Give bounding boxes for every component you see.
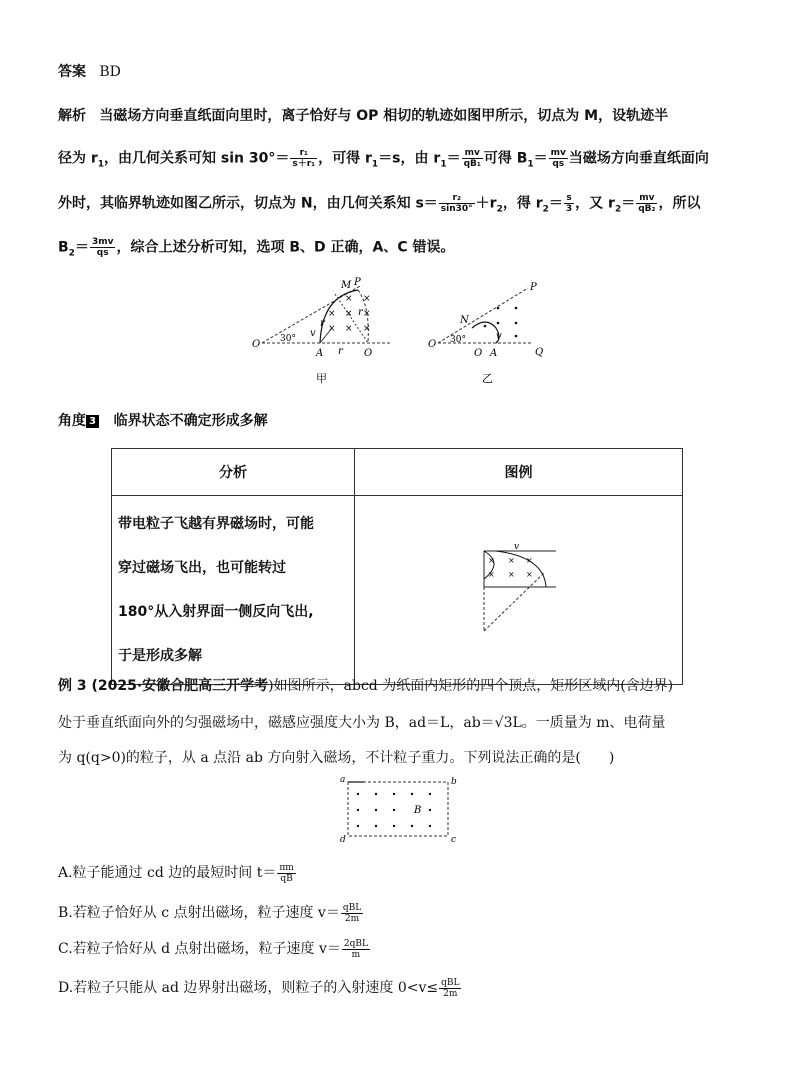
analysis-text-1: 当磁场方向垂直纸面向里时，离子恰好与 OP 相切的轨迹如图甲所示，切点为 M，设轨迹半 <box>99 108 669 124</box>
text-seg: ，得 r <box>502 195 543 212</box>
section-heading <box>58 411 268 431</box>
svg-text:×: × <box>507 556 515 565</box>
label-A2: A <box>490 348 498 359</box>
text-seg: ，所以 <box>658 195 701 212</box>
sub: 2 <box>614 204 622 215</box>
cell-line: 穿过磁场飞出，也可能转过 <box>118 560 286 576</box>
label-v: v <box>310 328 316 339</box>
table-header-figure: 图例 <box>355 449 683 496</box>
sub: 2 <box>496 204 503 215</box>
label-r1: r <box>338 346 343 357</box>
text-seg: ，可得 r <box>318 150 372 167</box>
label-A: A <box>316 348 324 359</box>
text-seg: 可得 B <box>483 150 528 167</box>
sub: 1 <box>371 159 379 170</box>
sub: 1 <box>440 159 447 170</box>
svg-text:×: × <box>345 294 353 304</box>
table-row <box>112 496 683 685</box>
text-seg: ＝ <box>548 195 563 212</box>
label-P2: P <box>530 282 537 293</box>
svg-text:×: × <box>345 309 353 319</box>
cell-line: 带电粒子飞越有界磁场时，可能 <box>118 516 314 532</box>
text-seg: ＝ <box>533 150 548 167</box>
label-angle: 30° <box>280 334 296 344</box>
sub: 2 <box>542 204 549 215</box>
text-seg: ，由几何关系可知 sin 30°＝ <box>104 150 290 167</box>
svg-text:×: × <box>525 556 533 565</box>
table-header-analysis: 分析 <box>112 449 355 496</box>
fraction: $\frac{\text{r₁}}{\text{s＋r₁}}$ <box>292 148 316 169</box>
svg-text:×: × <box>507 570 515 579</box>
label-v3: v <box>513 543 519 552</box>
option-C[interactable] <box>58 938 371 960</box>
example-prefix: 例 3 (2025· <box>58 678 143 694</box>
label-v2: v <box>496 331 502 342</box>
section-title: 临界状态不确定形成多解 <box>113 413 268 429</box>
label-O: O <box>252 339 261 350</box>
fraction: $\frac{\text{qBL}}{2m}$ <box>342 902 362 924</box>
label-d: d <box>340 835 346 845</box>
text-seg: ＝ <box>74 239 89 256</box>
option-A[interactable] <box>58 862 297 884</box>
svg-text:×: × <box>328 324 336 334</box>
sub: 2 <box>68 248 75 259</box>
svg-text:×: × <box>487 556 495 565</box>
figure-yi <box>428 282 543 359</box>
example-line-3: 为 q(q>0)的粒子，从 a 点沿 ab 方向射入磁场，不计粒子重力。下列说法正确的是( ) <box>58 750 615 766</box>
example-source: 安徽合肥高三开学考 <box>142 678 269 694</box>
sub: 1 <box>97 159 105 170</box>
text-seg: ＝s，由 r <box>378 150 441 167</box>
svg-text:×: × <box>525 570 533 579</box>
analysis-table <box>111 448 683 685</box>
label-B: B <box>414 805 422 816</box>
label-P: P <box>354 277 361 288</box>
label-r1b: r <box>358 307 363 318</box>
section-badge: 3 <box>86 415 99 428</box>
label-b: b <box>451 777 457 787</box>
option-B[interactable] <box>58 902 364 924</box>
rectangle-figure <box>338 772 458 848</box>
analysis-line-3 <box>58 193 700 219</box>
analysis-line-1 <box>58 106 668 126</box>
example-text: )如图所示，abcd 为纸面内矩形的四个顶点，矩形区域内(含边界) <box>268 678 674 694</box>
answer-value: BD <box>99 64 121 80</box>
text-seg: ＋r <box>475 195 497 212</box>
sub: 1 <box>527 159 534 170</box>
svg-text:×: × <box>363 324 371 334</box>
option-B-text: B.若粒子恰好从 c 点射出磁场，粒子速度 v＝ <box>58 905 340 921</box>
label-Q: Q <box>535 347 544 358</box>
label-r: r <box>320 318 325 329</box>
analysis-line-4 <box>58 237 454 263</box>
fraction: $\frac{s}{3}$ <box>565 193 573 214</box>
boundary-field-figure <box>474 543 564 633</box>
table-cell-figure <box>355 496 683 685</box>
fraction: $\frac{mv}{\text{qB₂}}$ <box>638 193 656 214</box>
answer-label: 答案 <box>58 64 86 80</box>
option-D-text: D.若粒子只能从 ad 边界射出磁场，则粒子的入射速度 0<v≤ <box>58 980 439 996</box>
label-N: N <box>460 315 469 326</box>
option-C-text: C.若粒子恰好从 d 点射出磁场，粒子速度 v＝ <box>58 941 341 957</box>
fraction: $\frac{\text{2qBL}}{m}$ <box>343 938 368 960</box>
svg-text:×: × <box>487 570 495 579</box>
label-O2b: O <box>474 348 483 359</box>
cell-line: 于是形成多解 <box>118 648 202 664</box>
analysis-label: 解析 <box>58 108 86 124</box>
caption-jia: 甲 <box>316 372 327 385</box>
fraction: $\frac{\text{r₂}}{\sin 30^\circ}$ <box>440 193 473 214</box>
svg-text:×: × <box>363 309 371 319</box>
text-seg: ＝ <box>446 150 461 167</box>
text-seg: 当磁场方向垂直纸面向 <box>568 150 709 167</box>
table-header-row <box>112 449 683 496</box>
label-angle2: 30° <box>450 335 466 345</box>
fraction: $\frac{mv}{\text{qB₁}}$ <box>463 148 481 169</box>
example-line-1 <box>58 676 673 696</box>
label-O2: O <box>428 339 437 350</box>
text-seg: 径为 r <box>58 150 98 167</box>
label-c: c <box>451 835 457 845</box>
option-D[interactable] <box>58 977 462 999</box>
label-a: a <box>340 775 346 785</box>
table-cell-analysis <box>112 496 355 685</box>
text-seg: B <box>58 239 69 256</box>
text-seg: ＝ <box>621 195 636 212</box>
svg-text:×: × <box>345 324 353 334</box>
analysis-line-2 <box>58 148 709 174</box>
cell-line: 180°从入射界面一侧反向飞出, <box>118 604 314 620</box>
fraction: $\frac{3mv}{qs}$ <box>91 237 114 258</box>
label-M: M <box>341 280 352 291</box>
answer-line <box>58 62 121 82</box>
svg-text:×: × <box>363 294 371 304</box>
section-prefix: 角度 <box>58 413 86 429</box>
text-seg: ，综合上述分析可知，选项 B、D 正确，A、C 错误。 <box>116 239 455 256</box>
example-line-2: 处于垂直纸面向外的匀强磁场中，磁感应强度大小为 B，ad＝L，ab＝√3L。一质量为 m、电荷量 <box>58 715 666 731</box>
fraction: $\frac{\pi m}{qB}$ <box>279 862 294 884</box>
caption-yi: 乙 <box>482 372 493 385</box>
fraction: $\frac{\text{qBL}}{2m}$ <box>441 977 460 999</box>
svg-text:×: × <box>328 309 336 319</box>
text-seg: 外时，其临界轨迹如图乙所示，切点为 N，由几何关系知 s＝ <box>58 195 438 212</box>
figure-jia <box>252 277 390 359</box>
figure-jia-yi <box>250 276 550 386</box>
option-A-text: A.粒子能通过 cd 边的最短时间 t＝ <box>58 865 277 881</box>
text-seg: ，又 r <box>575 195 615 212</box>
label-O1: O <box>364 348 373 359</box>
fraction: $\frac{mv}{qs}$ <box>550 148 566 169</box>
